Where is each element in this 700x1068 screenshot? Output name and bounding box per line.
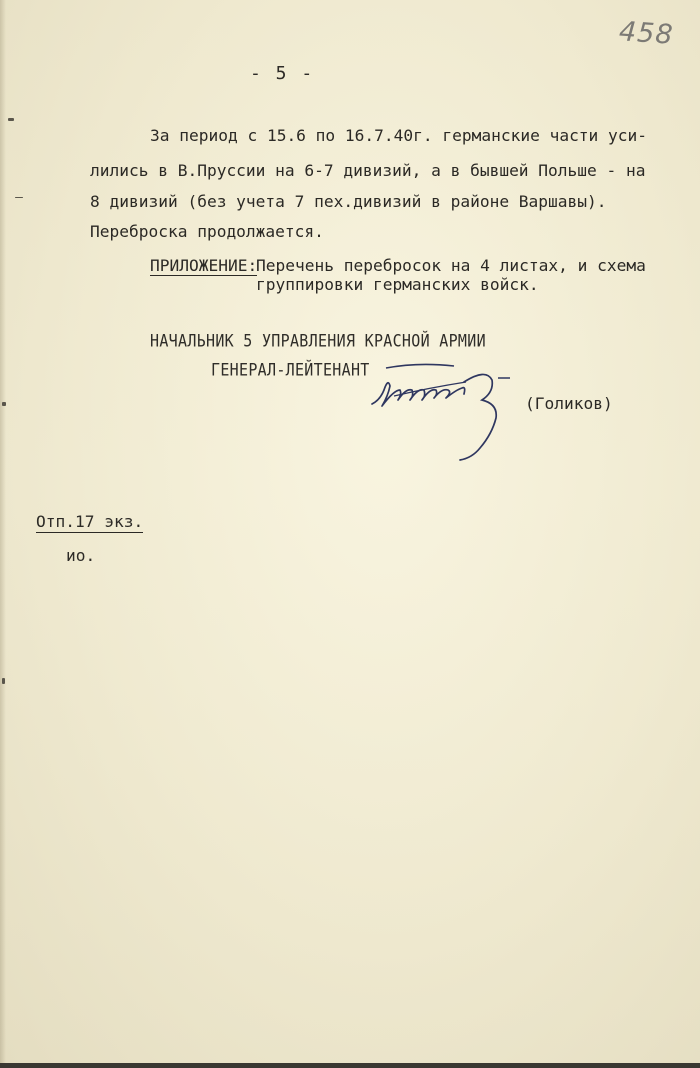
appendix-line-2: группировки германских войск.	[256, 275, 539, 294]
body-line-4: Переброска продолжается.	[90, 222, 324, 241]
signer-name: (Голиков)	[525, 394, 613, 413]
paper-speck	[2, 402, 6, 406]
signatory-rank: ГЕНЕРАЛ-ЛЕЙТЕНАНТ	[211, 360, 370, 381]
body-line-1: За период с 15.6 по 16.7.40г. германские части уси-	[150, 126, 648, 145]
appendix-line-1: Перечень перебросок на 4 листах, и схема	[256, 256, 646, 275]
body-line-2: лились в В.Пруссии на 6-7 дивизий, а в бывшей Польше - на	[90, 161, 646, 180]
paper-speck	[2, 678, 5, 684]
appendix-label: ПРИЛОЖЕНИЕ:	[150, 256, 258, 275]
signatory-title: НАЧАЛЬНИК 5 УПРАВЛЕНИЯ КРАСНОЙ АРМИИ	[150, 331, 486, 352]
page-edge-shadow	[0, 0, 6, 1068]
typist-initials: ио.	[66, 546, 96, 565]
body-line-3: 8 дивизий (без учета 7 пех.дивизий в районе Варшавы).	[90, 192, 607, 211]
paper-speck	[15, 197, 23, 198]
page-number: - 5 -	[250, 63, 315, 84]
page-bottom-edge	[0, 1063, 700, 1068]
handwritten-signature	[368, 360, 528, 465]
archive-page-number: 458	[617, 16, 675, 51]
paper-speck	[8, 118, 14, 121]
copies-note: Отп.17 экз.	[36, 514, 143, 533]
